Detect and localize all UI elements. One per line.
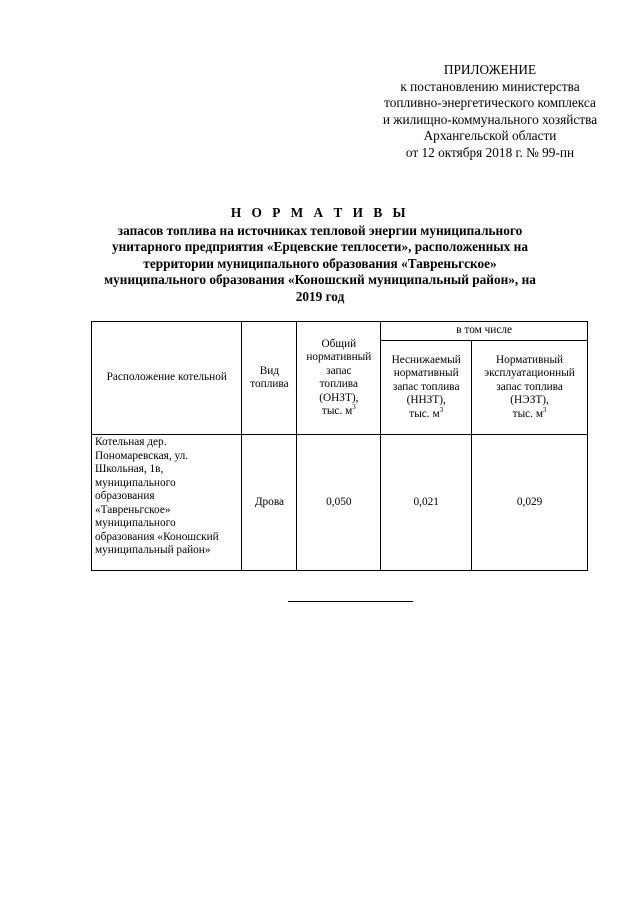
- header-nnzt-unit: тыс. $м^3$: [409, 405, 444, 420]
- heading-subtitle-line: муниципального образования «Коношский муниципальный район», на: [104, 272, 536, 287]
- table-header-row: [92, 322, 588, 341]
- heading-subtitle-line: унитарного предприятия «Ерцевские теплосети», расположенных на: [112, 239, 528, 254]
- cell-location-line: образования: [95, 490, 155, 502]
- header-total-line: (ОНЗТ),: [319, 391, 359, 404]
- appendix-title: ПРИЛОЖЕНИЕ: [443, 62, 537, 77]
- cell-nnzt: 0,021: [381, 435, 472, 571]
- header-total-line: нормативный: [306, 351, 372, 363]
- cell-location-line: образования «Коношский: [95, 530, 219, 543]
- header-total: [297, 322, 381, 435]
- header-nezt-line: Нормативный: [496, 353, 564, 366]
- heading-subtitle-line: территории муниципального образования «Тавреньгское»: [143, 255, 497, 271]
- header-nezt-line: (НЭЗТ),: [510, 394, 549, 407]
- cell-location-line: Школьная, 1в,: [95, 463, 164, 475]
- cell-location-line: «Тавреньгское»: [95, 503, 171, 516]
- cell-nezt: 0,029: [472, 435, 588, 571]
- header-nezt-line: эксплуатационный: [484, 367, 575, 380]
- norms-table: [91, 321, 588, 571]
- cell-total: 0,050: [297, 435, 381, 571]
- header-fuel-type-label: Вид топлива: [250, 364, 289, 390]
- cell-location-line: муниципальный район»: [95, 544, 211, 556]
- document-heading: [80, 205, 560, 305]
- header-including: [381, 322, 588, 341]
- header-location-label: Расположение котельной: [106, 371, 227, 384]
- cell-fuel: Дрова: [242, 435, 297, 571]
- appendix-line: Архангельской области: [423, 128, 557, 143]
- appendix-line: от 12 октября 2018 г. № 99-пн: [405, 144, 575, 160]
- header-including-label: в том числе: [456, 324, 512, 337]
- appendix-line: к постановлению министерства: [400, 78, 580, 94]
- appendix-line: топливно-энергетического комплекса: [384, 95, 596, 110]
- appendix-block: [360, 62, 620, 161]
- heading-subtitle-line: 2019 год: [295, 288, 345, 304]
- cell-location-line: Котельная дер.: [95, 436, 167, 448]
- header-total-unit: тыс. $м^3$: [321, 403, 356, 417]
- appendix-line: и жилищно-коммунального хозяйства: [382, 111, 598, 127]
- heading-main: Н О Р М А Т И В Ы: [230, 205, 410, 220]
- header-nnzt-line: запас топлива: [392, 380, 460, 393]
- header-nezt: [472, 341, 588, 435]
- end-divider: [288, 601, 413, 602]
- header-nnzt-line: (ННЗТ),: [406, 394, 446, 407]
- header-total-line: топлива: [319, 378, 359, 390]
- header-nnzt: [381, 341, 472, 435]
- header-fuel-type: [242, 322, 297, 435]
- cell-location-line: Пономаревская, ул.: [95, 449, 189, 462]
- cell-location: [92, 435, 242, 571]
- header-nezt-line: запас топлива: [496, 380, 563, 393]
- header-nnzt-line: нормативный: [393, 367, 459, 380]
- cell-location-line: муниципального: [95, 517, 176, 529]
- heading-subtitle-line: запасов топлива на источниках тепловой энергии муниципального: [117, 222, 523, 238]
- header-location: [92, 322, 242, 435]
- header-nnzt-line: Неснижаемый: [391, 353, 461, 366]
- table-row: [92, 435, 588, 571]
- header-nezt-unit: тыс. $м^3$: [512, 405, 547, 420]
- cell-location-line: муниципального: [95, 476, 176, 489]
- header-total-line: Общий: [321, 337, 357, 350]
- header-total-line: запас: [326, 364, 352, 377]
